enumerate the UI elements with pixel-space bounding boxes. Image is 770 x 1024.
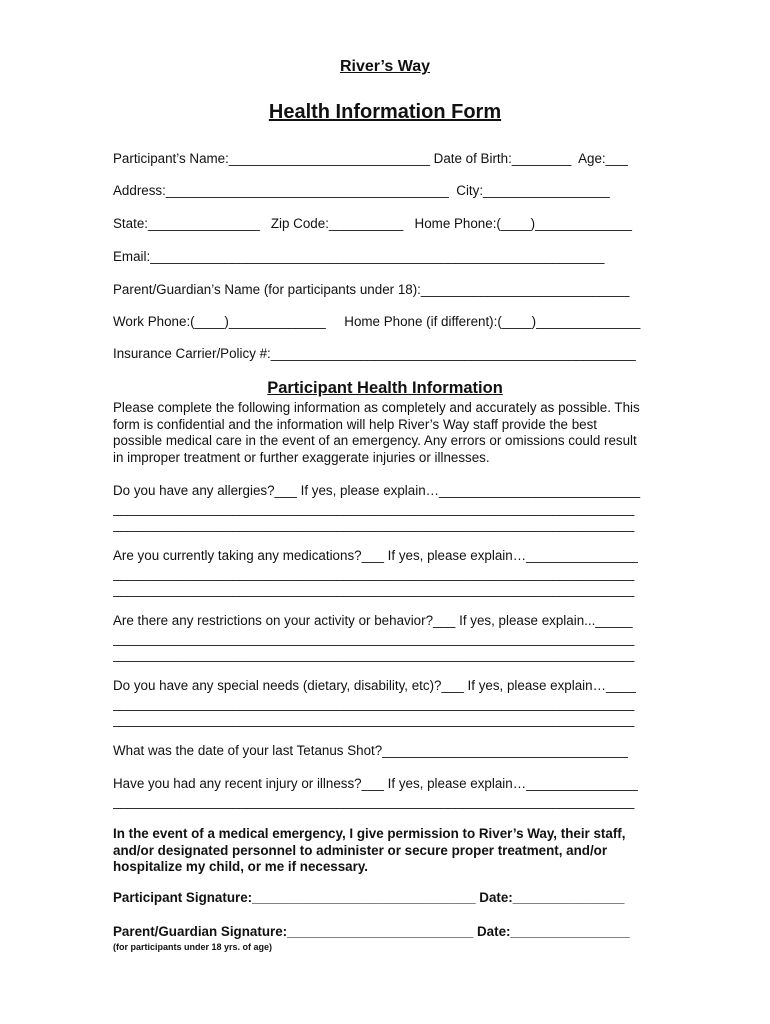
tetanus-question[interactable]: What was the date of your last Tetanus Shot?_________________________________	[113, 743, 628, 758]
medications-blank-line[interactable]: ______________________________________________________________________	[113, 582, 635, 597]
restrictions-question[interactable]: Are there any restrictions on your activity or behavior?___ If yes, please explain..._____	[113, 613, 633, 628]
org-name: River’s Way	[339, 58, 431, 75]
form-title: Health Information Form	[268, 101, 502, 123]
allergies-blank-line[interactable]: ______________________________________________________________________	[113, 501, 635, 516]
participant-name-field[interactable]: Participant’s Name:___________________________ Date of Birth:________ Age:___	[113, 151, 628, 166]
injury-blank-line[interactable]: ______________________________________________________________________	[113, 794, 635, 809]
guardian-signature-field[interactable]: Parent/Guardian Signature:_________________________ Date:________________	[113, 924, 630, 939]
special-needs-question[interactable]: Do you have any special needs (dietary, disability, etc)?___ If yes, please explain…____	[113, 678, 636, 693]
restrictions-blank-line[interactable]: ______________________________________________________________________	[113, 631, 635, 646]
allergies-question[interactable]: Do you have any allergies?___ If yes, please explain…___________________________	[113, 483, 641, 498]
restrictions-blank-line[interactable]: ______________________________________________________________________	[113, 647, 635, 662]
medications-blank-line[interactable]: ______________________________________________________________________	[113, 566, 635, 581]
guardian-name-field[interactable]: Parent/Guardian’s Name (for participants under 18):____________________________	[113, 282, 630, 297]
allergies-blank-line[interactable]: ______________________________________________________________________	[113, 517, 635, 532]
insurance-field[interactable]: Insurance Carrier/Policy #:_________________________________________________	[113, 346, 636, 361]
injury-question[interactable]: Have you had any recent injury or illness?___ If yes, please explain…_______________	[113, 776, 638, 791]
special-needs-blank-line[interactable]: ______________________________________________________________________	[113, 696, 635, 711]
special-needs-blank-line[interactable]: ______________________________________________________________________	[113, 712, 635, 727]
participant-signature-field[interactable]: Participant Signature:______________________________ Date:_______________	[113, 890, 625, 905]
health-section-heading: Participant Health Information	[267, 379, 503, 397]
medications-question[interactable]: Are you currently taking any medications?___ If yes, please explain…_______________	[113, 548, 638, 563]
guardian-signature-note: (for participants under 18 yrs. of age)	[113, 942, 273, 952]
address-field[interactable]: Address:______________________________________ City:_________________	[113, 183, 610, 198]
email-field[interactable]: Email:_____________________________________________________________	[113, 249, 605, 264]
consent-statement: In the event of a medical emergency, I give permission to River’s Way, their staff, and/or designated personnel to administer or secure proper treatment, and/or hospitalize my child, or me if necessary.	[113, 826, 626, 874]
state-zip-phone-field[interactable]: State:_______________ Zip Code:__________ Home Phone:(____)_____________	[113, 216, 632, 231]
work-phone-field[interactable]: Work Phone:(____)_____________ Home Phone (if different):(____)______________	[113, 314, 641, 329]
health-section-intro: Please complete the following information as completely and accurately as possible. This form is confidential and the information will help River’s Way staff provide the best possible medical care in the event of an emergency. Any errors or omissions could result in improper treatment or further exaggerate injuries or illnesses.	[113, 400, 640, 465]
